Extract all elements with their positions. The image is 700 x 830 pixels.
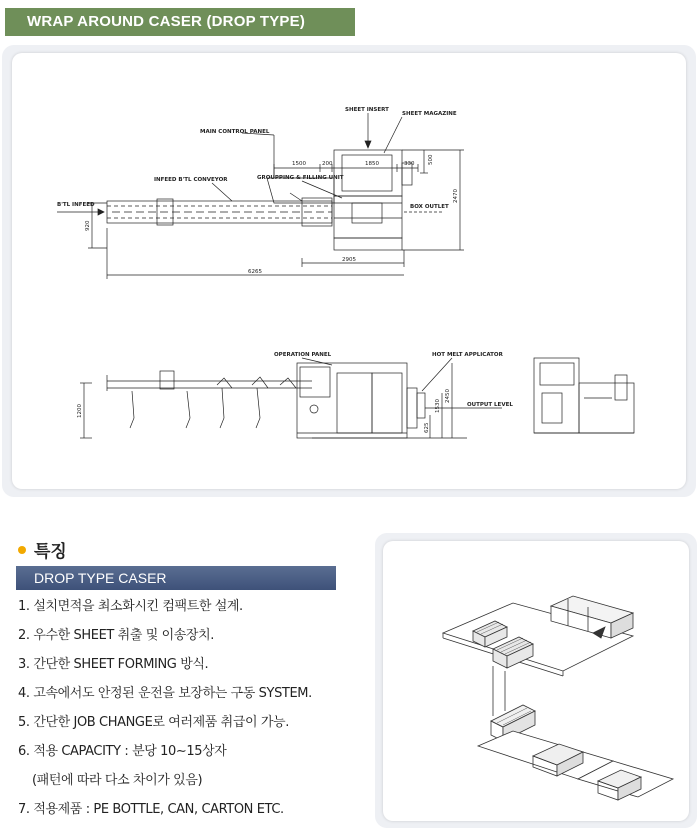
feature-item: 4. 고속에서도 안정된 운전을 보장하는 구동 SYSTEM. <box>18 686 312 701</box>
label-operation-panel: OPERATION PANEL <box>274 352 332 358</box>
dim-500: 500 <box>428 154 434 165</box>
page-title: WRAP AROUND CASER (DROP TYPE) <box>5 8 355 36</box>
label-output-level: OUTPUT LEVEL <box>467 402 513 408</box>
process-diagram <box>383 541 689 821</box>
process-diagram-panel <box>375 533 697 828</box>
dim-2470: 2470 <box>453 189 459 203</box>
label-infeed-conveyor: INFEED B'TL CONVEYOR <box>154 177 228 183</box>
feature-item: 1. 설치면적을 최소화시킨 컴팩트한 설계. <box>18 599 243 614</box>
dim-625: 625 <box>424 422 430 433</box>
label-box-outlet: BOX OUTLET <box>410 204 449 210</box>
dim-2905: 2905 <box>342 257 356 263</box>
features-heading <box>18 537 67 562</box>
feature-item: 3. 간단한 SHEET FORMING 방식. <box>18 657 209 672</box>
label-hot-melt: HOT MELT APPLICATOR <box>432 352 503 358</box>
dim-920: 920 <box>85 220 91 231</box>
end-view-shape <box>534 358 579 433</box>
drawing-panel <box>2 45 696 497</box>
dim-1850: 1850 <box>365 161 379 167</box>
label-grouping-filling: GROUPPING & FILLING UNIT <box>257 175 344 181</box>
dim-1500: 1500 <box>292 161 306 167</box>
dim-6265: 6265 <box>248 269 262 275</box>
bullet-icon <box>18 546 26 554</box>
feature-item-note: (패턴에 따라 다소 차이가 있음) <box>32 773 203 788</box>
dim-1200: 1200 <box>77 404 83 418</box>
feature-list <box>18 597 378 829</box>
feature-item: 6. 적용 CAPACITY : 분당 10∼15상자 <box>18 744 227 759</box>
label-btl-infeed: B'TL INFEED <box>57 202 95 208</box>
dim-2450: 2450 <box>445 389 451 403</box>
features-title: 특징 <box>34 542 67 562</box>
operation-machine-shape <box>297 363 407 438</box>
dim-200: 200 <box>322 161 333 167</box>
features-subtitle: DROP TYPE CASER <box>16 566 336 590</box>
label-sheet-magazine: SHEET MAGAZINE <box>402 111 457 117</box>
process-diagram-svg <box>383 541 689 821</box>
label-sheet-insert: SHEET INSERT <box>345 107 389 113</box>
feature-item: 7. 적용제품 : PE BOTTLE, CAN, CARTON ETC. <box>18 802 284 817</box>
layout-drawing-svg <box>12 53 686 489</box>
dim-1530: 1530 <box>435 399 441 413</box>
feature-item: 2. 우수한 SHEET 취출 및 이송장치. <box>18 628 214 643</box>
dim-330: 330 <box>404 161 415 167</box>
label-main-control-panel: MAIN CONTROL PANEL <box>200 129 270 135</box>
feature-item: 5. 간단한 JOB CHANGE로 여러제품 취급이 가능. <box>18 715 289 730</box>
technical-drawing <box>12 53 686 489</box>
